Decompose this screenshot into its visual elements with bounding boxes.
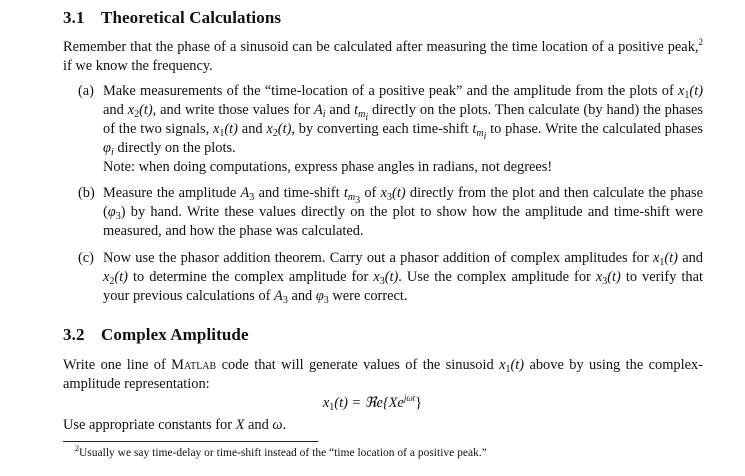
footnote-text: Usually we say time-delay or time-shift instead of the “time location of a positive peak.” (79, 447, 487, 459)
section-title: Theoretical Calculations (101, 8, 282, 27)
section-number: 3.2 (63, 325, 85, 344)
section-heading-3-2 (63, 325, 249, 345)
intro-text: Remember that the phase of a sinusoid can be calculated after measuring the time location of a positive peak, (63, 39, 699, 55)
section-heading-3-1 (63, 8, 281, 28)
item-body: Now use the phasor addition theorem. Carry out a phasor addition of complex amplitudes for $x_1(t)$ and $x_2(t)$ to determine the complex amplitude for $x_3(t)$. Use the complex amplitude for $x_3(t)$ to verify that your previous calculations of $A_3$ and $\varphi_3$ were correct. (103, 250, 703, 306)
item-note: Note: when doing computations, express phase angles in radians, not degrees! (103, 159, 553, 175)
list-item-c (78, 249, 703, 306)
equation: $x_1(t)$ = $ℜe\{Xe^{j\omega t}\}$ (322, 393, 423, 413)
complex-amplitude-paragraph: Write one line of Matlab code that will generate values of the sinusoid $x_1(t)$ above by using the complex-amplitude representation: (63, 357, 703, 392)
section-number: 3.1 (63, 8, 85, 27)
matlab-name: Matlab (171, 357, 217, 373)
footnote-ref: 2 (698, 37, 703, 47)
item-body: Measure the amplitude $A_3$ and time-shift $t_{m_3}$ of $x_3(t)$ directly from the plot and then calculate the phase $(\varphi_3)$ by hand. Write these values directly on the plot to show how the amplitude and time-shift were measured, and how the phase was calculated. (103, 185, 704, 239)
intro-paragraph (63, 38, 703, 76)
list-item-a (78, 82, 703, 177)
constants-note: Use appropriate constants for X and ω. (63, 417, 287, 433)
footnote-mark: 2 (75, 444, 79, 453)
section-title: Complex Amplitude (101, 325, 249, 344)
list-item-b (78, 184, 703, 241)
footnote (75, 446, 487, 460)
item-label: (a) (78, 83, 94, 99)
item-label: (c) (78, 250, 94, 266)
item-body: Make measurements of the “time-location of a positive peak” and the amplitude from the plots of $x_1(t)$ and $x_2(t)$, and write those values for $A_i$ and $t_{m_i}$ directly on the plots. Then calculate (by hand) the phases of the two signals, $x_1(t)$ and $x_2(t)$, by converting each time-shift $t_{m_i}$ to phase. Write the calculated phases $\varphi_i$ directly on the plots. (103, 83, 703, 158)
footnote-divider (63, 441, 318, 442)
item-label: (b) (78, 185, 95, 201)
intro-text-end: if we know the frequency. (63, 58, 213, 74)
